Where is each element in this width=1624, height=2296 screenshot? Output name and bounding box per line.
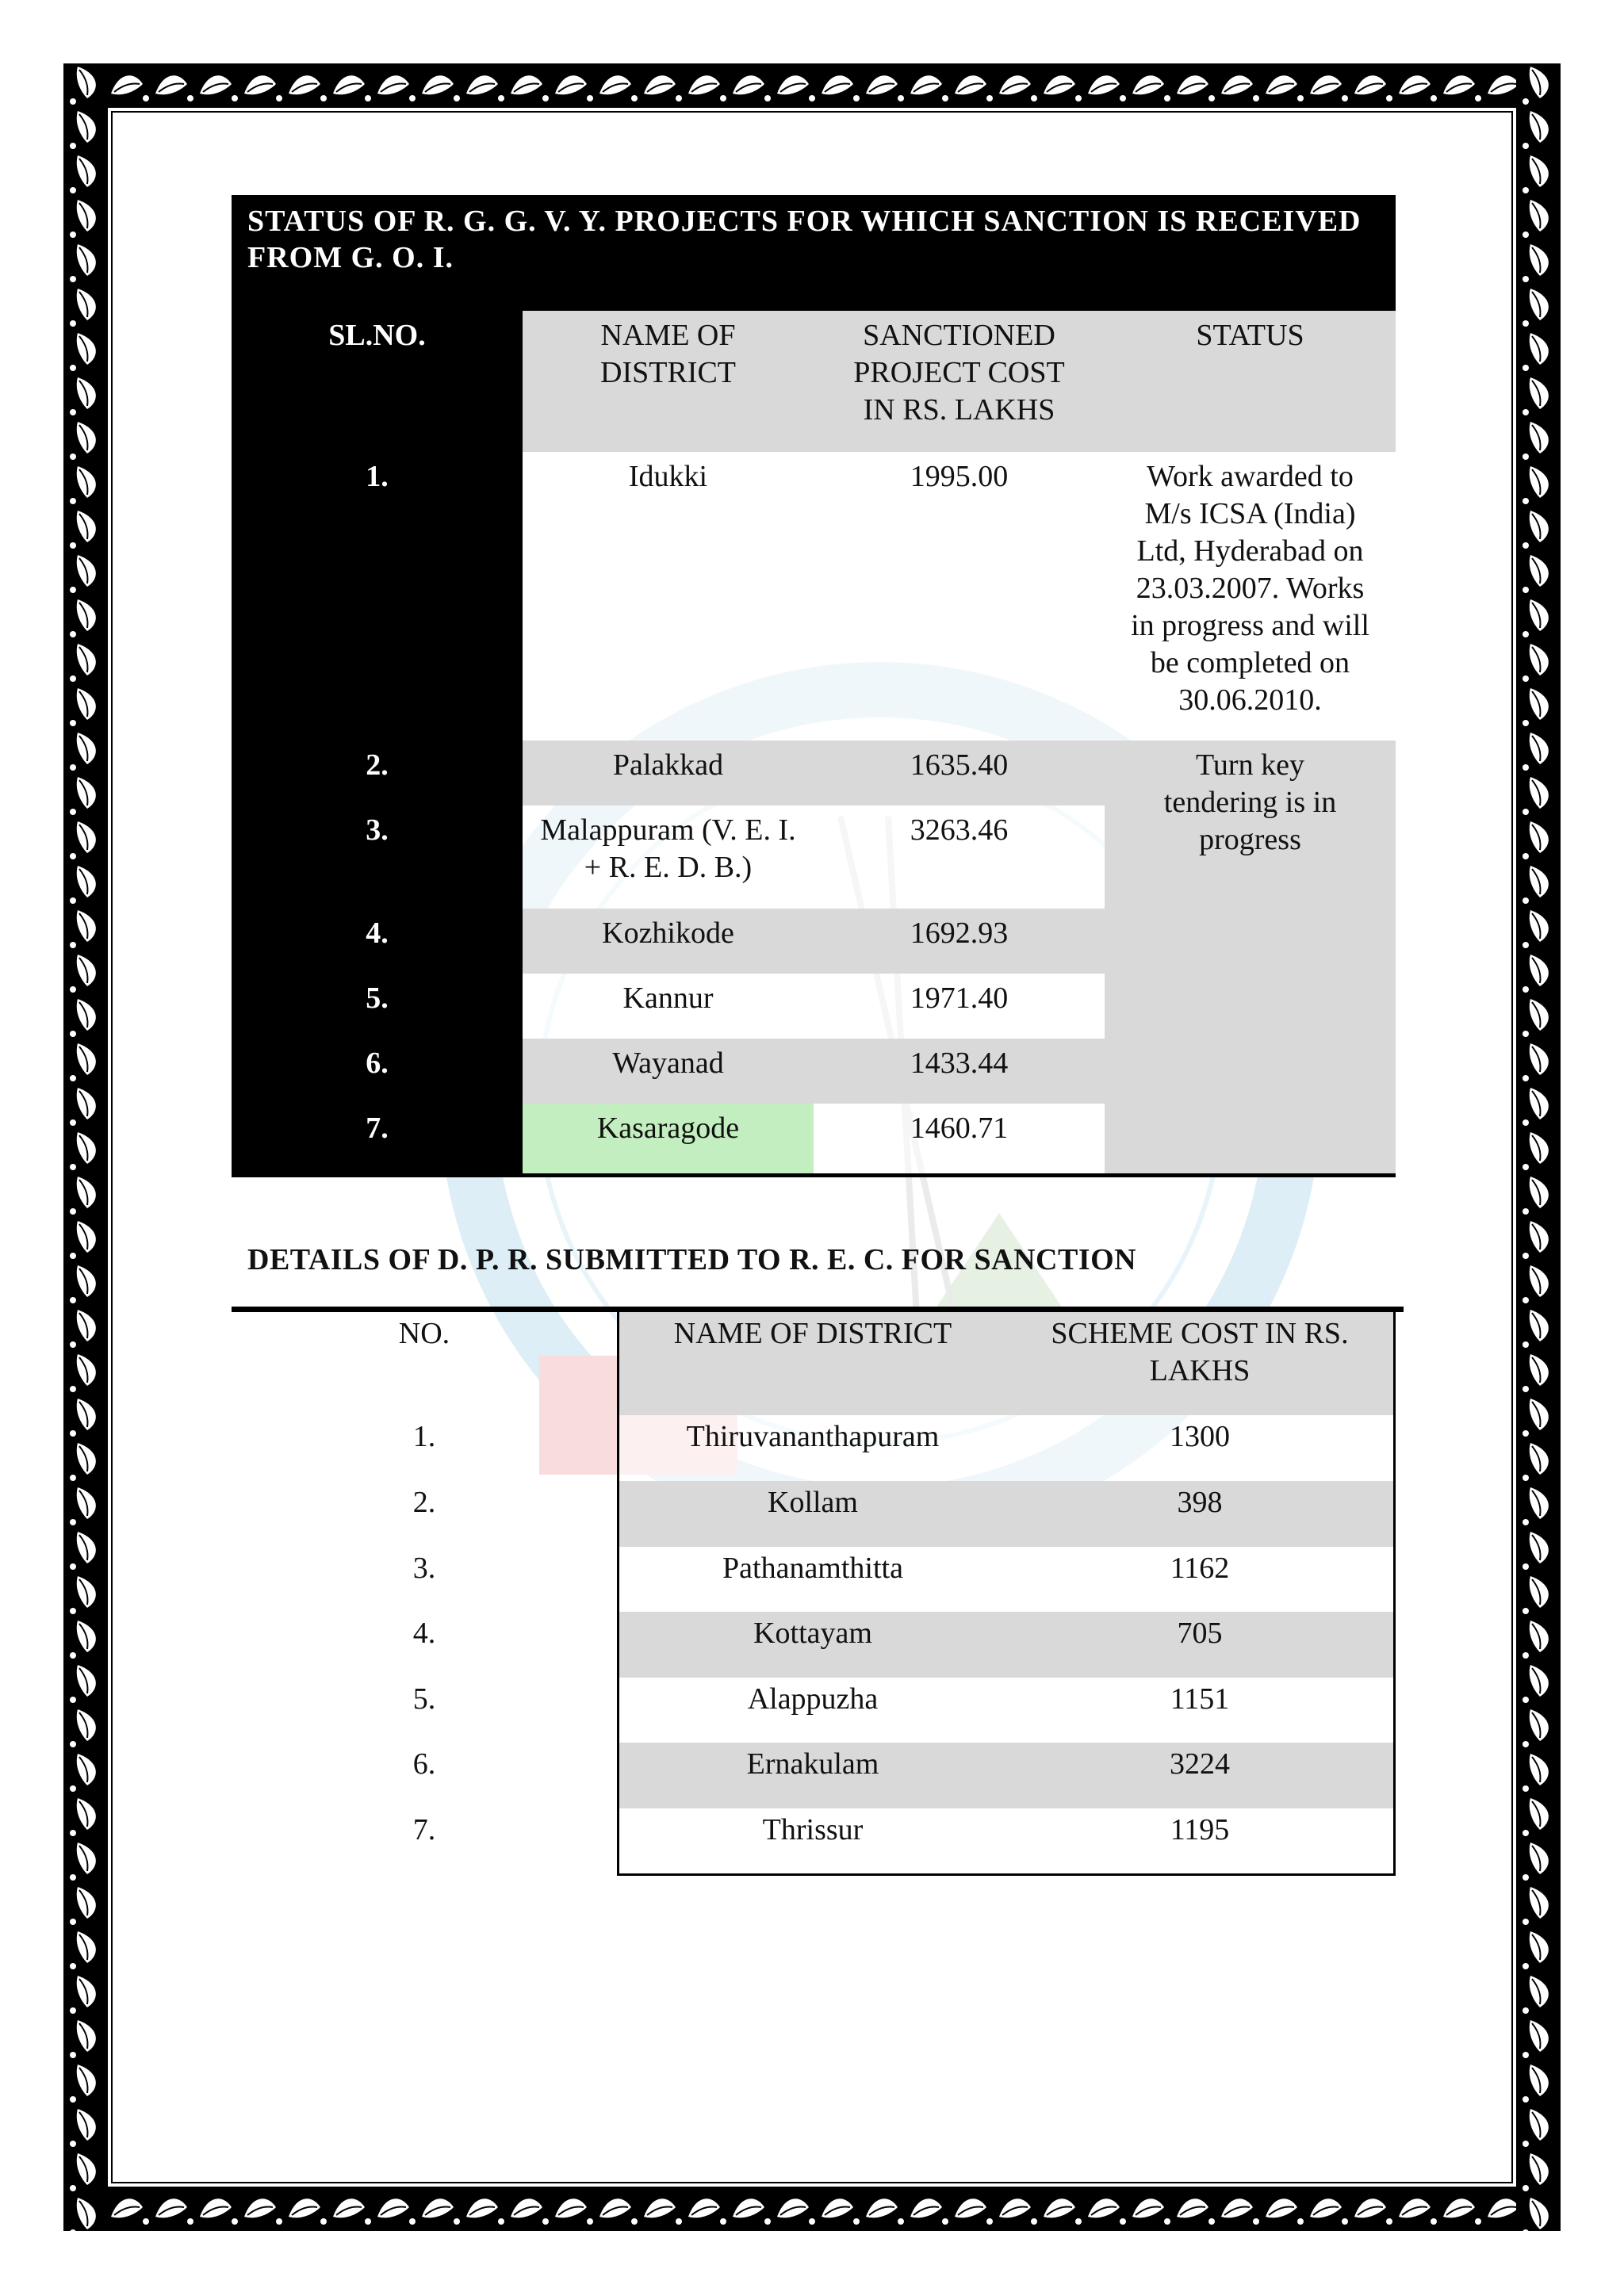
header-no: NO.: [398, 1317, 450, 1350]
border-ornament-left: [63, 63, 108, 2231]
status-merged-cell: Turn key tendering is in progress: [1105, 740, 1396, 1173]
leaf-pattern-left: [63, 63, 108, 2231]
leaf-pattern-right: [1516, 63, 1561, 2231]
table-title: STATUS OF R. G. G. V. Y. PROJECTS FOR WHICH SANCTION IS RECEIVED FROM G. O. I.: [232, 195, 1396, 311]
table-row-district: Kollam: [619, 1481, 1006, 1547]
header-district: NAME OF DISTRICT: [523, 311, 814, 452]
table-row-sl: 2.: [366, 748, 389, 782]
table-row-cost: 1162: [1006, 1547, 1393, 1612]
table-row-district: Malappuram (V. E. I. + R. E. D. B.): [523, 806, 814, 909]
border-ornament-bottom: [63, 2187, 1561, 2231]
table-row-cost: 705: [1006, 1612, 1393, 1678]
header-district: NAME OF DISTRICT: [619, 1312, 1006, 1415]
table-row-district: Thrissur: [619, 1808, 1006, 1873]
table-row-no: 7.: [412, 1813, 436, 1846]
table-row-cost: 1195: [1006, 1808, 1393, 1873]
border-ornament-top: [63, 63, 1561, 108]
table-row-no: 4.: [412, 1617, 436, 1650]
table-row-district: Wayanad: [523, 1039, 814, 1104]
table-row-cost: 3263.46: [814, 806, 1105, 909]
header-cost: SCHEME COST IN RS. LAKHS: [1006, 1312, 1393, 1415]
table-row-district: Pathanamthitta: [619, 1547, 1006, 1612]
border-ornament-right: [1516, 63, 1561, 2231]
section-title: DETAILS OF D. P. R. SUBMITTED TO R. E. C. FOR SANCTION: [247, 1243, 1137, 1276]
table-row-district: Palakkad: [523, 740, 814, 806]
table-row-cost: 1635.40: [814, 740, 1105, 806]
table-row-no: 6.: [412, 1747, 436, 1781]
table-row-cost: 1151: [1006, 1678, 1393, 1743]
table-row-district: Ernakulam: [619, 1743, 1006, 1808]
table-row-district: Idukki: [523, 452, 814, 740]
table-row-no: 5.: [412, 1682, 436, 1716]
table-row-cost: 1692.93: [814, 909, 1105, 974]
table-row-district: Kannur: [523, 974, 814, 1039]
table-row-sl: 7.: [366, 1112, 389, 1145]
header-cost: SANCTIONED PROJECT COST IN RS. LAKHS: [814, 311, 1105, 452]
table-row-district: Thiruvananthapuram: [619, 1415, 1006, 1481]
table-row-cost: 398: [1006, 1481, 1393, 1547]
table-row-district: Kasaragode: [523, 1104, 814, 1173]
table-row-cost: 1995.00: [814, 452, 1105, 740]
header-sl-no: SL.NO.: [328, 319, 426, 352]
table-row-sl: 4.: [366, 916, 389, 950]
header-status: STATUS: [1105, 311, 1396, 452]
table-row-cost: 3224: [1006, 1743, 1393, 1808]
table-row-no: 2.: [412, 1486, 436, 1519]
table-row-sl: 3.: [366, 813, 389, 847]
table-row-cost: 1460.71: [814, 1104, 1105, 1173]
leaf-pattern-top: [63, 63, 1561, 108]
table-row-district: Alappuzha: [619, 1678, 1006, 1743]
table-row-cost: 1971.40: [814, 974, 1105, 1039]
table-top-rule: [232, 1307, 1404, 1312]
table-row-sl: 5.: [366, 982, 389, 1015]
table-row-no: 3.: [412, 1552, 436, 1585]
table-row-district: Kozhikode: [523, 909, 814, 974]
leaf-pattern-bottom: [63, 2187, 1561, 2231]
table-row-no: 1.: [412, 1420, 436, 1453]
table-row-status: Work awarded to M/s ICSA (India) Ltd, Hyderabad on 23.03.2007. Works in progress and will be completed on 30.06.2010.: [1105, 452, 1396, 740]
table-row-sl: 6.: [366, 1047, 389, 1080]
table-row-cost: 1433.44: [814, 1039, 1105, 1104]
table-row-district: Kottayam: [619, 1612, 1006, 1678]
table-row-cost: 1300: [1006, 1415, 1393, 1481]
sanctioned-projects-table: [232, 195, 1396, 1177]
table-row-sl: 1.: [366, 460, 389, 493]
